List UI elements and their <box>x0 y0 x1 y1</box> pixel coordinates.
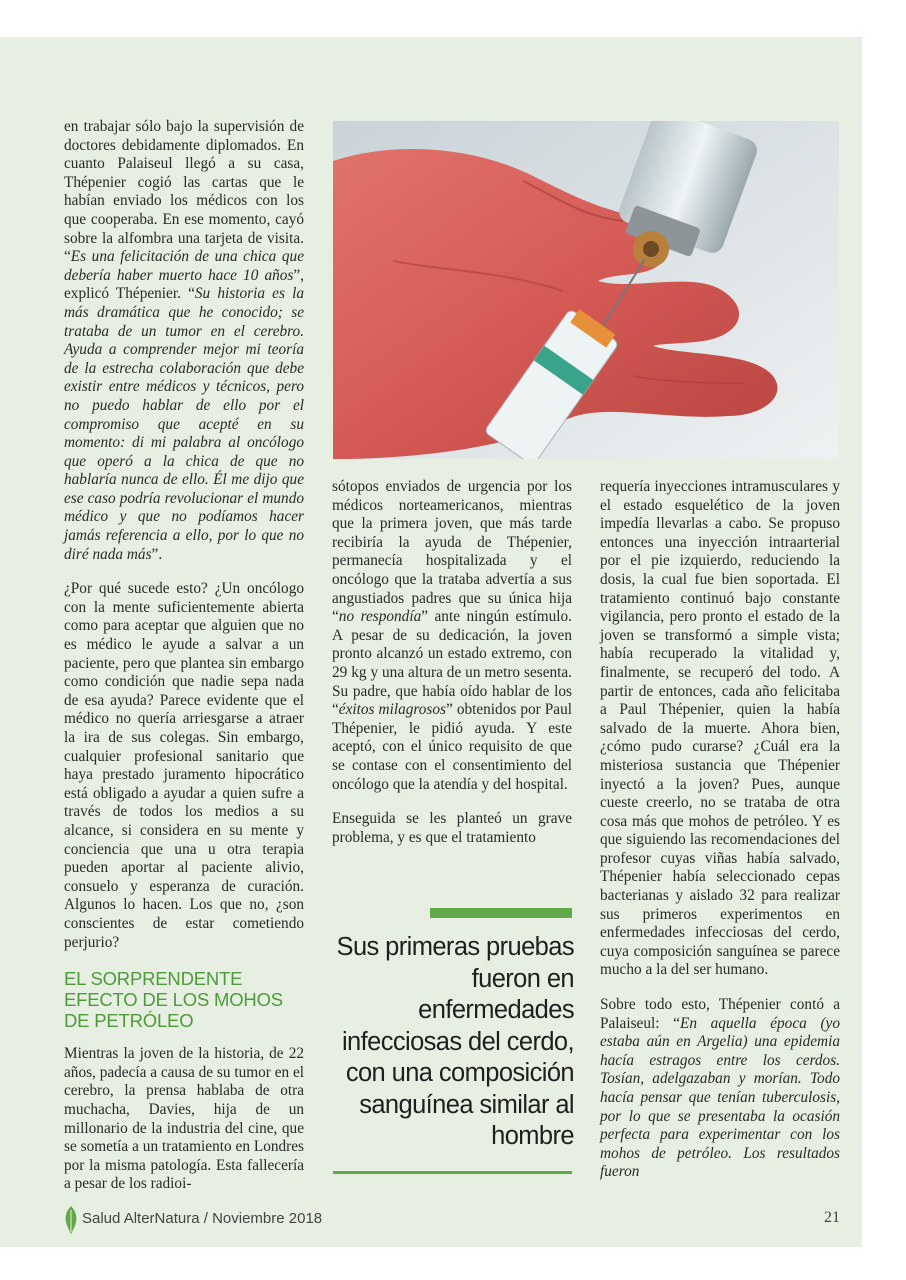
quote-italic: Es una felicitación de una chica que debería haber muerto hace 10 años <box>64 248 304 284</box>
paragraph: requería inyecciones intramusculares y el estado esquelético de la joven impedía llevarlas a cabo. Se propuso entonces una inyección intraarterial por el pie izquierdo, reduciendo la dosis, la cual fue bien soportada. El tratamiento continuó bajo constante vigilancia, pero pronto el estado de la joven se transformó a simple vista; había recuperado la vitalidad y, finalmente, se recuperó del todo. A partir de entonces, cada año felicitaba a Paul Thépenier, quien la había salvado de la muerte. Ahora bien, ¿cómo pudo curarse? ¿Cuál era la misteriosa sustancia que Thépenier inyectó a la joven? Pues, aunque cueste creerlo, no se trataba de otra cosa más que mohos de petróleo. Y es que siguiendo las recomendaciones del profesor cuyas viñas había salvado, Thépenier había seleccionado cepas bacterianas y aislado 32 para realizar sus primeros experimentos en enfermedades infecciosas del cerdo, cuya composición sanguínea se parece mucho a la del ser humano. <box>600 478 840 979</box>
pullquote: Sus primeras pruebas fueron en enfermedades infecciosas del cerdo, con una composición sanguínea similar al hombre <box>336 933 574 1150</box>
footer-publication: Salud AlterNatura / Noviembre 2018 <box>82 1210 323 1227</box>
paragraph: Enseguida se les planteó un grave problema, y es que el tratamiento <box>332 810 572 846</box>
paragraph: ¿Por qué sucede esto? ¿Un oncólogo con la mente suficientemente abierta como para aceptar que alguien que no es médico le ayude a salvar a un paciente, pero que plantea sin embargo como condición que nadie sepa nada de esa ayuda? Parece evidente que el médico no quería arriesgarse a atraer la ira de sus colegas. Sin embargo, cualquier profesional sanitario que haya prestado juramento hipocrático está obligado a ayudar a quien sufre a través de todos los medios a su alcance, si considera en su mente y conciencia que una u otra terapia pueden aportar al paciente alivio, consuelo y esperanza de curación. Algunos lo hacen. Los que no, ¿son conscientes de estar cometiendo perjurio? <box>64 580 304 951</box>
quote-italic: En aquella época (yo estaba aún en Argelia) una epidemia hacía estragos entre los cerdos. Tosían, adelgazaban y morían. Todo hacía pensar que tenían tuberculosis, por lo que se presentaba la ocasión perfecta para experimentar con los mohos de petróleo. Los resultados fueron <box>600 1014 840 1181</box>
text-run: ” ante ningún estímulo. A pesar de su dedicación, la joven pronto alcanzó un estado extremo, con 29 kg y una altura de un metro sesenta. Su padre, que había oído hablar de los “ <box>332 608 572 719</box>
text-run: ” obtenidos por Paul Thépenier, le pidió ayuda. Y este aceptó, con el único requisito de que se contase con el consentimiento del oncólogo que la atendía y del hospital. <box>332 701 572 793</box>
leaf-logo-icon <box>64 1206 78 1234</box>
text-run: sótopos enviados de urgencia por los médicos norteamericanos, mientras que la primera joven, que más tarde recibiría la ayuda de Thépenier, permanecía hospitalizada y el oncólogo que la trataba advertía a sus angustiados padres que su única hija “ <box>332 478 572 626</box>
column-middle <box>332 478 572 847</box>
text-run: Sobre todo esto, Thépenier contó a Palaiseul: “ <box>600 996 840 1032</box>
page-footer <box>64 1206 844 1234</box>
pullquote-top-bar <box>430 908 572 918</box>
quote-italic: Su historia es la más dramática que he conocido; se trataba de un tumor en el cerebro. Ayuda a comprender mejor mi teoría de la estrecha colaboración que debe existir entre médicos y técnicos, pero no puedo hablar de ello por el compromiso que acepté en su momento: di mi palabra al oncólogo que operó a la chica de que no hablaría nunca de ello. Él me dijo que ese caso podría revolucionar el mundo médico y que no podíamos hacer jamás referencia a ello, por lo que no diré nada más <box>64 285 305 563</box>
quote-italic: no respondía <box>338 608 422 626</box>
paragraph: Mientras la joven de la historia, de 22 años, padecía a causa de su tumor en el cerebro, la prensa hablaba de otra muchacha, Davies, hija de un millonario de la industria del cine, que se sometía a un tratamiento en Londres por la misma patología. Esta fallecería a pesar de los radioi- <box>64 1045 304 1193</box>
syringe-photo <box>333 121 839 459</box>
quote-italic: éxitos milagrosos <box>338 701 446 719</box>
pullquote-bottom-rule <box>333 1171 572 1174</box>
paragraph <box>332 478 572 794</box>
text-run: en trabajar sólo bajo la supervisión de doctores debidamente diplomados. En cuanto Palaiseul llegó a su casa, Thépenier cogió las cartas que le habían enviado los médicos con los que cooperaba. En ese momento, cayó sobre la alfombra una tarjeta de visita. “ <box>64 118 304 266</box>
column-right <box>600 478 840 1182</box>
text-run: ”. <box>151 545 163 563</box>
syringe-illustration <box>333 121 839 459</box>
column-left <box>64 118 304 1194</box>
paragraph <box>600 996 840 1182</box>
text-run: ”, explicó Thépenier. “ <box>64 266 304 303</box>
section-heading: EL SORPRENDENTE EFECTO DE LOS MOHOS DE PETRÓLEO <box>64 968 283 1032</box>
paragraph <box>64 118 304 564</box>
page-number: 21 <box>824 1209 840 1226</box>
